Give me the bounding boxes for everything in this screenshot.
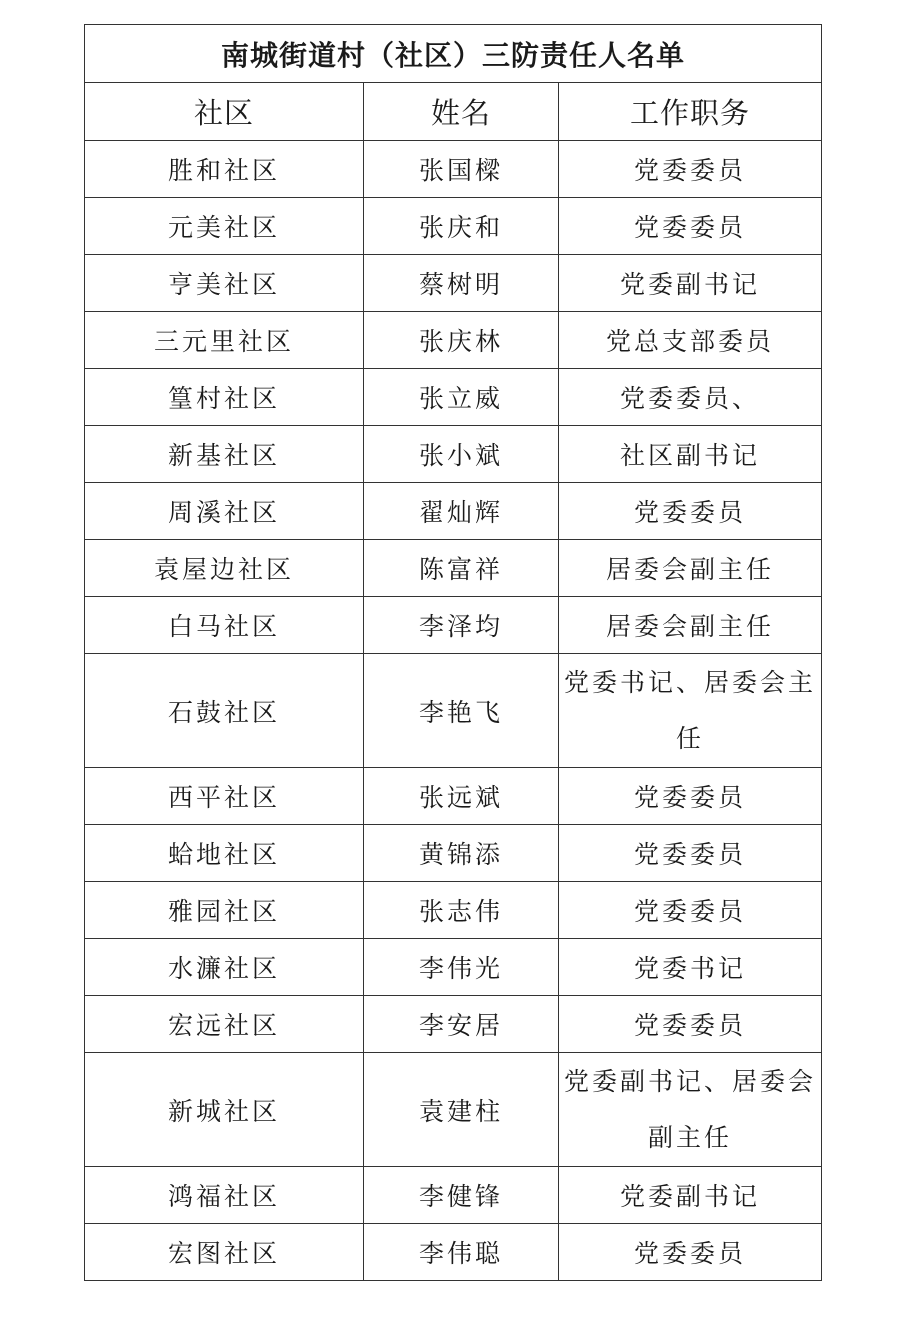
cell-community: 宏远社区 <box>85 996 364 1053</box>
cell-duty: 居委会副主任 <box>559 597 822 654</box>
cell-community: 水濂社区 <box>85 939 364 996</box>
cell-duty: 党委委员 <box>559 1224 822 1281</box>
cell-duty: 居委会副主任 <box>559 540 822 597</box>
cell-name: 张远斌 <box>364 768 559 825</box>
header-row <box>85 83 822 141</box>
cell-community: 袁屋边社区 <box>85 540 364 597</box>
cell-name: 蔡树明 <box>364 255 559 312</box>
cell-name: 陈富祥 <box>364 540 559 597</box>
cell-duty: 党委书记 <box>559 939 822 996</box>
cell-duty: 党委委员 <box>559 141 822 198</box>
cell-duty: 党委副书记 <box>559 255 822 312</box>
cell-duty: 社区副书记 <box>559 426 822 483</box>
cell-community: 鸿福社区 <box>85 1167 364 1224</box>
table-row <box>85 198 822 255</box>
cell-name: 李伟聪 <box>364 1224 559 1281</box>
cell-duty: 党委委员 <box>559 882 822 939</box>
title-row <box>85 25 822 83</box>
cell-community: 雅园社区 <box>85 882 364 939</box>
table-row <box>85 768 822 825</box>
cell-community: 新城社区 <box>85 1053 364 1167</box>
cell-duty: 党委委员 <box>559 996 822 1053</box>
cell-community: 宏图社区 <box>85 1224 364 1281</box>
cell-name: 张国樑 <box>364 141 559 198</box>
table-row <box>85 825 822 882</box>
cell-duty: 党委委员 <box>559 483 822 540</box>
cell-community: 周溪社区 <box>85 483 364 540</box>
table-row <box>85 540 822 597</box>
cell-community: 蛤地社区 <box>85 825 364 882</box>
cell-duty: 党总支部委员 <box>559 312 822 369</box>
cell-duty: 党委副书记 <box>559 1167 822 1224</box>
cell-community: 新基社区 <box>85 426 364 483</box>
cell-community: 元美社区 <box>85 198 364 255</box>
table-row <box>85 654 822 768</box>
cell-community: 白马社区 <box>85 597 364 654</box>
cell-duty-text: 党委副书记、居委会副主任 <box>564 1066 817 1152</box>
cell-duty: 党委委员 <box>559 768 822 825</box>
cell-duty-text: 党委书记、居委会主任 <box>564 667 817 753</box>
table-row <box>85 255 822 312</box>
roster-table <box>84 24 822 1281</box>
cell-name: 张庆林 <box>364 312 559 369</box>
table-row <box>85 1224 822 1281</box>
cell-name: 袁建柱 <box>364 1053 559 1167</box>
table-row <box>85 996 822 1053</box>
roster-document <box>84 24 821 1281</box>
table-row <box>85 597 822 654</box>
cell-duty <box>559 1053 822 1167</box>
table-row <box>85 882 822 939</box>
column-header-name: 姓名 <box>364 83 559 141</box>
table-title: 南城街道村（社区）三防责任人名单 <box>85 25 822 83</box>
table-row <box>85 369 822 426</box>
cell-name: 李安居 <box>364 996 559 1053</box>
cell-duty: 党委委员、 <box>559 369 822 426</box>
cell-name: 张小斌 <box>364 426 559 483</box>
cell-name: 李泽均 <box>364 597 559 654</box>
cell-name: 翟灿辉 <box>364 483 559 540</box>
cell-duty: 党委委员 <box>559 198 822 255</box>
cell-name: 张庆和 <box>364 198 559 255</box>
cell-community: 西平社区 <box>85 768 364 825</box>
cell-duty <box>559 654 822 768</box>
table-row <box>85 483 822 540</box>
cell-community: 胜和社区 <box>85 141 364 198</box>
column-header-community: 社区 <box>85 83 364 141</box>
table-row <box>85 312 822 369</box>
cell-community: 亨美社区 <box>85 255 364 312</box>
table-row <box>85 939 822 996</box>
table-row <box>85 1053 822 1167</box>
cell-name: 张立威 <box>364 369 559 426</box>
cell-name: 李艳飞 <box>364 654 559 768</box>
cell-name: 李伟光 <box>364 939 559 996</box>
cell-community: 石鼓社区 <box>85 654 364 768</box>
cell-duty: 党委委员 <box>559 825 822 882</box>
cell-community: 篁村社区 <box>85 369 364 426</box>
cell-name: 黄锦添 <box>364 825 559 882</box>
column-header-duty: 工作职务 <box>559 83 822 141</box>
cell-community: 三元里社区 <box>85 312 364 369</box>
cell-name: 李健锋 <box>364 1167 559 1224</box>
cell-name: 张志伟 <box>364 882 559 939</box>
table-row <box>85 426 822 483</box>
table-row <box>85 141 822 198</box>
table-row <box>85 1167 822 1224</box>
